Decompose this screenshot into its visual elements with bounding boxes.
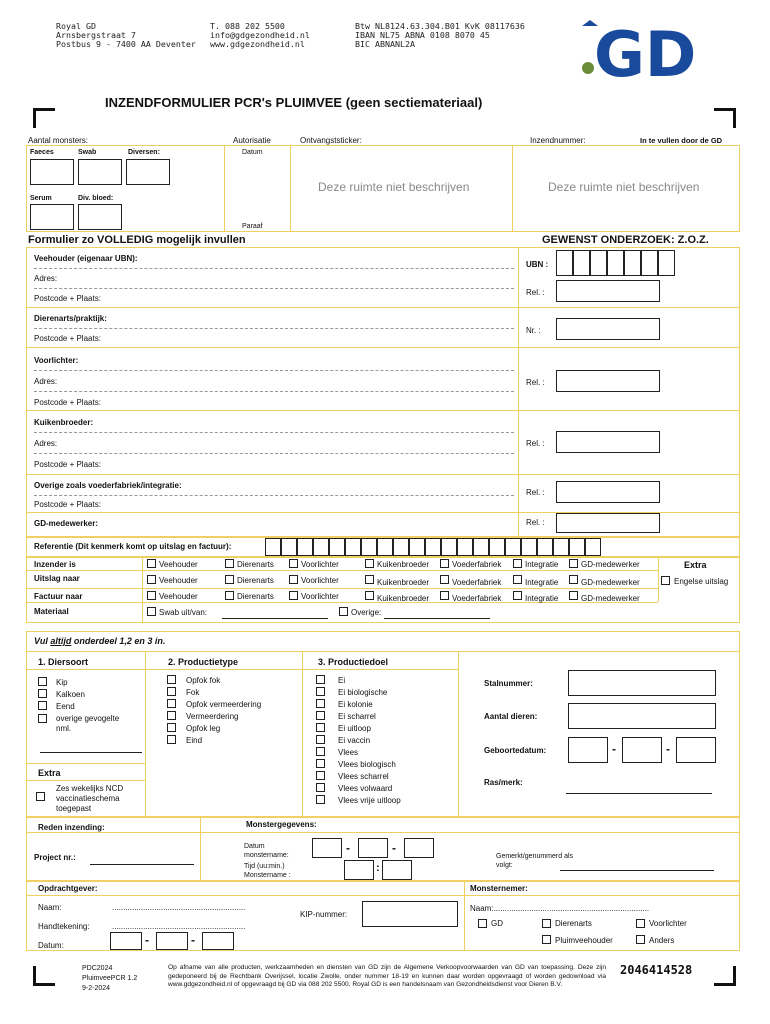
handtekening-dots: ............................................................ <box>112 922 246 931</box>
rel-label: Rel. : <box>526 288 545 297</box>
route-option-checkbox[interactable] <box>225 575 234 584</box>
inzender-label: Inzender is <box>34 560 76 569</box>
voorlichter-label: Voorlichter <box>649 919 687 928</box>
route-option-label: Integratie <box>525 578 559 587</box>
voorlichter-checkbox[interactable] <box>636 919 645 928</box>
route-option-label: Dierenarts <box>237 560 274 569</box>
overige-gevogelte-line <box>40 752 142 753</box>
productietype-checkbox[interactable] <box>167 735 176 744</box>
geboorte-dag-input[interactable] <box>568 737 608 763</box>
date-separator: - <box>191 933 195 947</box>
route-option-checkbox[interactable] <box>569 575 578 584</box>
diersoort-label: Eend <box>56 702 75 711</box>
referentie-char-input[interactable] <box>569 538 585 556</box>
ncd-checkbox[interactable] <box>36 792 45 801</box>
header-address <box>56 22 196 49</box>
geboorte-jaar-input[interactable] <box>676 737 716 763</box>
productietype-checkbox[interactable] <box>167 723 176 732</box>
opdracht-maand-input[interactable] <box>156 932 188 950</box>
referentie-char-input[interactable] <box>313 538 329 556</box>
productietype-label: Opfok vermeerdering <box>186 700 262 709</box>
date-separator: - <box>612 742 616 756</box>
divider <box>458 651 459 817</box>
productiedoel-checkbox[interactable] <box>316 759 325 768</box>
kalkoen-checkbox[interactable] <box>38 689 47 698</box>
productiedoel-label: Vlees biologisch <box>338 760 396 769</box>
ontvangststicker-label: Ontvangststicker: <box>300 136 362 145</box>
anders-checkbox[interactable] <box>636 935 645 944</box>
subtitle-right: GEWENST ONDERZOEK: Z.O.Z. <box>542 234 709 246</box>
date-separator: - <box>346 841 350 855</box>
anders-label: Anders <box>649 936 675 945</box>
footer-terms: Op afname van alle producten, werkzaamheden en diensten van GD zijn de Algemene Verkoopvoorwaarden van GD van toepassing. Deze zijn gedeponeerd bij de Rechtbank Overijssel, locatie Zwolle, onder nummer 18-19 en kunnen daar worden opgevraagd of worden gedownload via www.gdgezondheid.nl of opgevraagd bij GD via 088 202 5500. Royal GD is een handelsnaam van Gezondheidsdienst voor Dieren B.V. <box>168 964 606 988</box>
ubn-label: UBN : <box>526 260 549 269</box>
route-option-label: Dierenarts <box>237 592 274 601</box>
route-option-label: Voorlichter <box>301 576 339 585</box>
voorlichter-label: Voorlichter: <box>34 356 79 365</box>
swab-label: Swab <box>78 149 97 156</box>
referentie-char-input[interactable] <box>473 538 489 556</box>
logo-text: GD <box>594 18 697 84</box>
kuikenbroeder-label: Kuikenbroeder: <box>34 418 94 427</box>
referentie-char-input[interactable] <box>409 538 425 556</box>
divider <box>26 410 740 411</box>
header-line: Arnsbergstraat 7 <box>56 30 136 40</box>
gd-rel-input[interactable] <box>556 513 660 533</box>
gd-checkbox[interactable] <box>478 919 487 928</box>
diersoort-label: Kalkoen <box>56 690 85 699</box>
dash-line <box>34 391 514 392</box>
route-option-checkbox[interactable] <box>513 559 522 568</box>
divider <box>26 669 458 670</box>
postcode-label: Postcode + Plaats: <box>34 398 101 407</box>
geboortedatum-label: Geboortedatum: <box>484 746 547 755</box>
dierenarts-nr-input[interactable] <box>556 318 660 340</box>
extra-label: Extra <box>684 560 707 570</box>
rel-label: Rel. : <box>526 488 545 497</box>
referentie-char-input[interactable] <box>377 538 393 556</box>
project-label: Project nr.: <box>34 853 76 862</box>
divider <box>658 557 659 602</box>
route-option-label: Voederfabriek <box>452 594 502 603</box>
ubn-digit-input[interactable] <box>573 250 590 276</box>
kuikenbroeder-rel-input[interactable] <box>556 431 660 453</box>
postcode-label: Postcode + Plaats: <box>34 334 101 343</box>
footer-line: PluimveePCR 1.2 <box>82 975 138 982</box>
diversen-count-input[interactable] <box>126 159 170 185</box>
divider <box>145 651 146 817</box>
opdracht-dag-input[interactable] <box>110 932 142 950</box>
dash-line <box>34 288 514 289</box>
monster-jaar-input[interactable] <box>404 838 434 858</box>
referentie-char-input[interactable] <box>553 538 569 556</box>
productiedoel-heading: 3. Productiedoel <box>318 657 389 667</box>
pluimveehouder-checkbox[interactable] <box>542 935 551 944</box>
route-option-label: Kuikenbroeder <box>377 594 430 603</box>
route-option-label: Voorlichter <box>301 560 339 569</box>
divider <box>26 651 740 652</box>
divider <box>290 145 291 232</box>
route-option-label: Dierenarts <box>237 576 274 585</box>
swab-count-input[interactable] <box>78 159 122 185</box>
subtitle-left: Formulier zo VOLLEDIG mogelijk invullen <box>28 234 246 246</box>
ubn-digit-input[interactable] <box>590 250 607 276</box>
monstergegevens-label: Monstergegevens: <box>246 820 317 829</box>
referentie-label: Referentie (Dit kenmerk komt op uitslag en factuur): <box>34 542 232 551</box>
productiedoel-label: Ei scharrel <box>338 712 376 721</box>
overige-gevogelte-checkbox[interactable] <box>38 714 47 723</box>
gd-medewerker-label: GD-medewerker: <box>34 519 99 528</box>
adres-label: Adres: <box>34 377 58 386</box>
monster-maand-input[interactable] <box>358 838 388 858</box>
swab-uit-label: Swab uit/van: <box>159 608 208 617</box>
divider <box>26 602 658 603</box>
divider <box>26 588 658 589</box>
dierenarts-label: Dierenarts/praktijk: <box>34 314 107 323</box>
dash-line <box>34 453 514 454</box>
route-option-checkbox[interactable] <box>569 559 578 568</box>
productiedoel-label: Ei uitloop <box>338 724 371 733</box>
dash-line <box>34 495 514 496</box>
kip-checkbox[interactable] <box>38 677 47 686</box>
route-option-checkbox[interactable] <box>569 591 578 600</box>
eend-checkbox[interactable] <box>38 701 47 710</box>
engelse-uitslag-checkbox[interactable] <box>661 576 670 585</box>
route-option-checkbox[interactable] <box>440 575 449 584</box>
aantal-dieren-label: Aantal dieren: <box>484 712 538 721</box>
productiedoel-label: Vlees <box>338 748 359 757</box>
dierenarts-checkbox[interactable] <box>542 919 551 928</box>
productietype-checkbox[interactable] <box>167 675 176 684</box>
stalnummer-label: Stalnummer: <box>484 679 533 688</box>
divider <box>224 145 225 232</box>
corner-mark <box>33 108 55 128</box>
monsternemer-label: Monsternemer: <box>470 884 528 893</box>
reden-label: Reden inzending: <box>38 823 105 832</box>
feces-label: Faeces <box>30 149 54 156</box>
header-line: Royal GD <box>56 21 96 31</box>
header-line: info@gdgezondheid.nl <box>210 30 310 40</box>
project-line <box>90 864 194 865</box>
rasmerk-line <box>566 793 712 794</box>
header-bank <box>355 22 525 49</box>
referentie-char-input[interactable] <box>521 538 537 556</box>
productiedoel-label: Vlees vrije uitloop <box>338 796 401 805</box>
referentie-char-input[interactable] <box>489 538 505 556</box>
divider <box>26 474 740 475</box>
productiedoel-label: Ei kolonie <box>338 700 373 709</box>
gemerkt-line <box>560 870 714 871</box>
div-bloed-label: Div. bloed: <box>78 195 114 202</box>
referentie-char-input[interactable] <box>329 538 345 556</box>
referentie-char-input[interactable] <box>345 538 361 556</box>
divider <box>200 817 201 881</box>
in-te-vullen-label: In te vullen door de GD <box>640 136 723 145</box>
serum-label: Serum <box>30 195 52 202</box>
date-separator: - <box>145 933 149 947</box>
dash-line <box>34 370 514 371</box>
dash-line <box>34 328 514 329</box>
route-option-label: Veehouder <box>159 560 198 569</box>
ubn-digit-input[interactable] <box>624 250 641 276</box>
rasmerk-label: Ras/merk: <box>484 778 523 787</box>
route-option-label: Veehouder <box>159 592 198 601</box>
feces-count-input[interactable] <box>30 159 74 185</box>
ubn-digit-input[interactable] <box>658 250 675 276</box>
divider <box>26 570 658 571</box>
postcode-label: Postcode + Plaats: <box>34 460 101 469</box>
date-separator: - <box>392 841 396 855</box>
ncd-label: Zes wekelijks NCD vaccinatieschema toegepast <box>56 784 124 813</box>
adres-label: Adres: <box>34 439 58 448</box>
diversen-label: Diversen: <box>128 149 160 156</box>
monster-dag-input[interactable] <box>312 838 342 858</box>
route-option-checkbox[interactable] <box>225 591 234 600</box>
kip-nummer-label: KIP-nummer: <box>300 910 348 919</box>
extra-heading: Extra <box>38 768 61 778</box>
header-line: T. 088 202 5500 <box>210 21 285 31</box>
divider <box>518 247 519 537</box>
postcode-label: Postcode + Plaats: <box>34 294 101 303</box>
footer-line: 9-2-2024 <box>82 985 111 992</box>
productiedoel-checkbox[interactable] <box>316 735 325 744</box>
route-option-checkbox[interactable] <box>147 591 156 600</box>
opdracht-jaar-input[interactable] <box>202 932 234 950</box>
voorlichter-rel-input[interactable] <box>556 370 660 392</box>
veehouder-label: Veehouder (eigenaar UBN): <box>34 254 138 263</box>
route-option-checkbox[interactable] <box>289 591 298 600</box>
productiedoel-checkbox[interactable] <box>316 711 325 720</box>
postcode-label: Postcode + Plaats: <box>34 500 101 509</box>
stalnummer-input[interactable] <box>568 670 716 696</box>
productietype-label: Vermeerdering <box>186 712 239 721</box>
corner-mark <box>33 966 55 986</box>
route-option-label: Voorlichter <box>301 592 339 601</box>
inzendnummer-label: Inzendnummer: <box>530 136 586 145</box>
monsternemer-naam: Naam:...................................................................... <box>470 904 650 913</box>
divider <box>142 557 143 623</box>
header-line: Btw NL8124.63.304.B01 KvK 08117636 <box>355 21 525 31</box>
productiedoel-checkbox[interactable] <box>316 723 325 732</box>
naam-dots: ............................................................ <box>112 903 246 912</box>
productietype-checkbox[interactable] <box>167 711 176 720</box>
productiedoel-checkbox[interactable] <box>316 687 325 696</box>
productiedoel-checkbox[interactable] <box>316 747 325 756</box>
datum-label: Datum: <box>38 941 64 950</box>
route-option-label: Voederfabriek <box>452 578 502 587</box>
swab-uit-checkbox[interactable] <box>147 607 156 616</box>
materiaal-label: Materiaal <box>34 607 69 616</box>
gd-logo-icon <box>578 18 720 84</box>
adres-label: Adres: <box>34 274 58 283</box>
route-option-checkbox[interactable] <box>440 591 449 600</box>
no-write-area: Deze ruimte niet beschrijven <box>318 180 470 194</box>
dierenarts-label: Dierenarts <box>555 919 592 928</box>
header-line: BIC ABNANL2A <box>355 39 415 49</box>
rel-label: Rel. : <box>526 439 545 448</box>
productiedoel-checkbox[interactable] <box>316 795 325 804</box>
datum-monstername-label: Datum monstername: <box>244 843 289 859</box>
route-option-checkbox[interactable] <box>365 559 374 568</box>
monster-uur-input[interactable] <box>344 860 374 880</box>
form-number: 2046414528 <box>620 963 693 977</box>
referentie-char-input[interactable] <box>425 538 441 556</box>
route-option-checkbox[interactable] <box>365 591 374 600</box>
productiedoel-label: Ei <box>338 676 346 685</box>
form-title: INZENDFORMULIER PCR's PLUIMVEE (geen sectiemateriaal) <box>105 95 483 110</box>
productiedoel-label: Vlees scharrel <box>338 772 389 781</box>
referentie-char-input[interactable] <box>441 538 457 556</box>
nr-label: Nr. : <box>526 326 541 335</box>
gemerkt-label: Gemerkt/genummerd als volgt: <box>496 853 574 869</box>
productietype-label: Eind <box>186 736 203 745</box>
overige-line <box>384 618 490 619</box>
referentie-char-input[interactable] <box>281 538 297 556</box>
route-option-label: Kuikenbroeder <box>377 560 430 569</box>
pluimveehouder-label: Pluimveehouder <box>555 936 613 945</box>
geboorte-maand-input[interactable] <box>622 737 662 763</box>
header-line: Postbus 9 - 7400 AA Deventer <box>56 39 196 49</box>
route-option-checkbox[interactable] <box>513 575 522 584</box>
productietype-label: Opfok fok <box>186 676 221 685</box>
dash-line <box>34 432 514 433</box>
referentie-char-input[interactable] <box>265 538 281 556</box>
rel-input[interactable] <box>556 280 660 302</box>
route-option-checkbox[interactable] <box>147 559 156 568</box>
div-bloed-count-input[interactable] <box>78 204 122 230</box>
productiedoel-checkbox[interactable] <box>316 771 325 780</box>
divider <box>512 145 513 232</box>
route-option-label: Veehouder <box>159 576 198 585</box>
paraaf-label: Paraaf <box>242 223 263 230</box>
tijd-label: Tijd (uu:min.) Monstername : <box>244 863 291 879</box>
uitslag-label: Uitslag naar <box>34 574 80 583</box>
route-option-label: GD-medewerker <box>581 578 640 587</box>
divider <box>26 763 146 764</box>
overige-label: Overige zoals voederfabriek/integratie: <box>34 481 182 490</box>
route-option-label: Integratie <box>525 560 559 569</box>
route-option-label: GD-medewerker <box>581 560 640 569</box>
productiedoel-label: Ei vaccin <box>338 736 371 745</box>
divider <box>302 651 303 817</box>
productietype-heading: 2. Productietype <box>168 657 239 667</box>
opdrachtgever-label: Opdrachtgever: <box>38 884 98 893</box>
productietype-label: Opfok leg <box>186 724 221 733</box>
naam-label: Naam: <box>38 903 62 912</box>
route-option-label: Integratie <box>525 594 559 603</box>
divider <box>26 832 740 833</box>
productiedoel-checkbox[interactable] <box>316 699 325 708</box>
dash-line <box>34 268 514 269</box>
overige-materiaal-label: Overige: <box>351 608 382 617</box>
route-option-checkbox[interactable] <box>225 559 234 568</box>
corner-mark <box>714 108 736 128</box>
referentie-char-input[interactable] <box>297 538 313 556</box>
diersoort-label: Kip <box>56 678 68 687</box>
diersoort-heading: 1. Diersoort <box>38 657 89 667</box>
productiedoel-checkbox[interactable] <box>316 675 325 684</box>
route-option-checkbox[interactable] <box>513 591 522 600</box>
monster-min-input[interactable] <box>382 860 412 880</box>
gd-label: GD <box>491 919 503 928</box>
datum-label: Datum <box>242 149 263 156</box>
ubn-digit-input[interactable] <box>607 250 624 276</box>
productiedoel-checkbox[interactable] <box>316 783 325 792</box>
divider <box>26 895 740 896</box>
date-separator: - <box>666 742 670 756</box>
swab-uit-line <box>222 618 328 619</box>
referentie-char-input[interactable] <box>537 538 553 556</box>
engelse-uitslag-label: Engelse uitslag <box>674 577 729 586</box>
serum-count-input[interactable] <box>30 204 74 230</box>
productiedoel-label: Vlees volwaard <box>338 784 393 793</box>
overige-rel-input[interactable] <box>556 481 660 503</box>
productietype-label: Fok <box>186 688 200 697</box>
diersoort-label: overige gevogelte nml. <box>56 714 120 733</box>
aantal-dieren-input[interactable] <box>568 703 716 729</box>
footer-code <box>82 964 137 994</box>
factuur-label: Factuur naar <box>34 592 83 601</box>
divider <box>26 347 740 348</box>
route-option-checkbox[interactable] <box>289 575 298 584</box>
route-option-checkbox[interactable] <box>365 575 374 584</box>
referentie-char-input[interactable] <box>361 538 377 556</box>
no-write-area: Deze ruimte niet beschrijven <box>548 180 700 194</box>
gd-logo <box>578 18 720 84</box>
referentie-char-input[interactable] <box>393 538 409 556</box>
ubn-digit-input[interactable] <box>556 250 573 276</box>
divider <box>26 780 146 781</box>
route-option-checkbox[interactable] <box>289 559 298 568</box>
productiedoel-label: Ei biologische <box>338 688 388 697</box>
productietype-checkbox[interactable] <box>167 687 176 696</box>
time-separator: : <box>376 862 380 874</box>
referentie-char-input[interactable] <box>457 538 473 556</box>
rel-label: Rel. : <box>526 518 545 527</box>
route-option-checkbox[interactable] <box>440 559 449 568</box>
corner-mark <box>714 966 736 986</box>
autorisatie-label: Autorisatie <box>233 136 271 145</box>
rel-label: Rel. : <box>526 378 545 387</box>
header-contact <box>210 22 310 49</box>
header-line: www.gdgezondheid.nl <box>210 39 305 49</box>
referentie-char-input[interactable] <box>505 538 521 556</box>
overige-checkbox[interactable] <box>339 607 348 616</box>
handtekening-label: Handtekening: <box>38 922 90 931</box>
route-option-label: Voederfabriek <box>452 560 502 569</box>
aantal-monsters-label: Aantal monsters: <box>28 136 89 145</box>
ubn-digit-input[interactable] <box>641 250 658 276</box>
referentie-char-input[interactable] <box>585 538 601 556</box>
route-option-label: GD-medewerker <box>581 594 640 603</box>
route-option-checkbox[interactable] <box>147 575 156 584</box>
vul-altijd-note: Vul altijd onderdeel 1,2 en 3 in. <box>34 636 166 646</box>
productietype-checkbox[interactable] <box>167 699 176 708</box>
divider <box>26 307 740 308</box>
route-option-label: Kuikenbroeder <box>377 578 430 587</box>
divider <box>464 881 465 951</box>
kip-nummer-input[interactable] <box>362 901 458 927</box>
footer-line: PDC2024 <box>82 965 113 972</box>
header-line: IBAN NL75 ABNA 0108 8070 45 <box>355 30 490 40</box>
